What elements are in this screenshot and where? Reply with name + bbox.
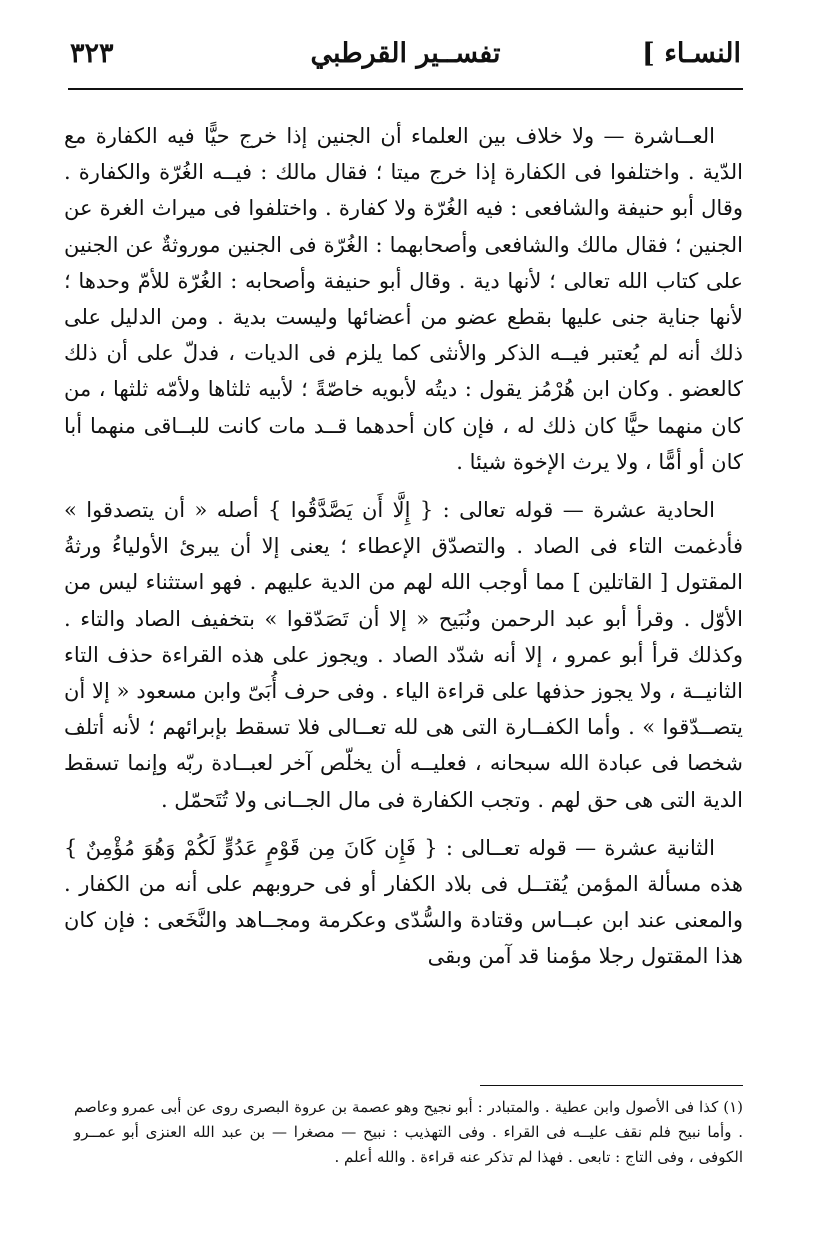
page-number: ٣٢٣ [70,38,114,69]
paragraph-eleventh: الحادية عشرة — قوله تعالى : { إِلَّا أَن يَصَّدَّقُوا } أصله « أن يتصدقوا » فأدغمت التاء فى الصاد . والتصدّق الإعطاء ؛ يعنى إلا أن يبرئ الأولياءُ ورثةُ المقتول [ القاتلين ] مما أوجب الله لهم من الدية عليهم . فهو استثناء ليس من الأوّل . وقرأ أبو عبد الرحمن ونُبَيح « إلا أن تَصَدّقوا » بتخفيف الصاد والتاء . وكذلك قرأ أبو عمرو ، إلا أنه شدّد الصاد . ويجوز على هذه القراءة حذف التاء الثانيــة ، ولا يجوز حذفها على قراءة الياء . وفى حرف أُبَىّ وابن مسعود « إلا أن يتصــدّقوا » . وأما الكفــارة التى هى لله تعــالى فلا تسقط بإبرائهم ؛ لأنه أتلف شخصا فى عبادة الله سبحانه ، فعليــه أن يخلّص آخر لعبــادة ربّه وإنما تسقط الدية التى هى حق لهم . وتجب الكفارة فى مال الجــانى ولا تُتَحمّل . [64,498,743,812]
paragraph-twelfth: الثانية عشرة — قوله تعــالى : { فَإِن كَانَ مِن قَوْمٍ عَدُوٍّ لَكُمْ وَهُوَ مُؤْمِنٌ } هذه مسألة المؤمن يُقتــل فى بلاد الكفار أو فى حروبهم على أنه من الكفار . والمعنى عند ابن عبــاس وقتادة والسُّدّى وعكرمة ومجــاهد والنَّخَعى : فإن كان هذا المقتول رجلا مؤمنا قد آمن وبقى [64,835,743,969]
main-text [64,118,743,975]
header-rule [68,88,743,90]
footnotes [74,1095,743,1170]
paragraph-tenth: العــاشرة — ولا خلاف بين العلماء أن الجنين إذا خرج حيًّا فيه الكفارة مع الدّية . واختلفوا فى الكفارة إذا خرج ميتا ؛ فقال مالك : فيــه الغُرّة والكفارة . وقال أبو حنيفة والشافعى : فيه الغُرّة ولا كفارة . واختلفوا فى ميراث الغرة عن الجنين ؛ فقال مالك والشافعى وأصحابهما : الغُرّة فى الجنين موروثةٌ عن الجنين على كتاب الله تعالى ؛ لأنها دية . وقال أبو حنيفة وأصحابه : الغُرّة للأمّ وحدها ؛ لأنها جناية جنى عليها بقطع عضو من أعضائها وليست بدية . ومن الدليل على ذلك أنه لم يُعتبر فيــه الذكر والأنثى كما يلزم فى الديات ، فدلّ على أن ذلك كالعضو . وكان ابن هُرْمُز يقول : ديتُه لأبويه خاصّةً ؛ لأبيه ثلثاها ولأمّه ثلثها ، من كان منهما حيًّا كان ذلك له ، فإن كان أحدهما قــد مات كانت للبــاقى منهما أبا كان أو أمًّا ، ولا يرث الإخوة شيئا . [64,124,744,474]
surah-name: النسـاء ] [642,38,741,69]
book-title: تفســير القرطبي [310,38,501,69]
footnote-1: (١) كذا فى الأصول وابن عطية . والمتبادر : أبو نجيح وهو عصمة بن عروة البصرى روى عن أبى عمرو وعاصم . وأما نبيح فلم نقف عليــه فى القراء . وفى التهذيب : نبيح — مصغرا — بن عبد الله العنزى أبو عمــرو الكوفى ، وفى التاج : تابعى . فهذا لم تذكر عنه قراءة . والله أعلم . [74,1098,743,1166]
footnote-rule [480,1085,743,1086]
running-header [70,38,741,82]
